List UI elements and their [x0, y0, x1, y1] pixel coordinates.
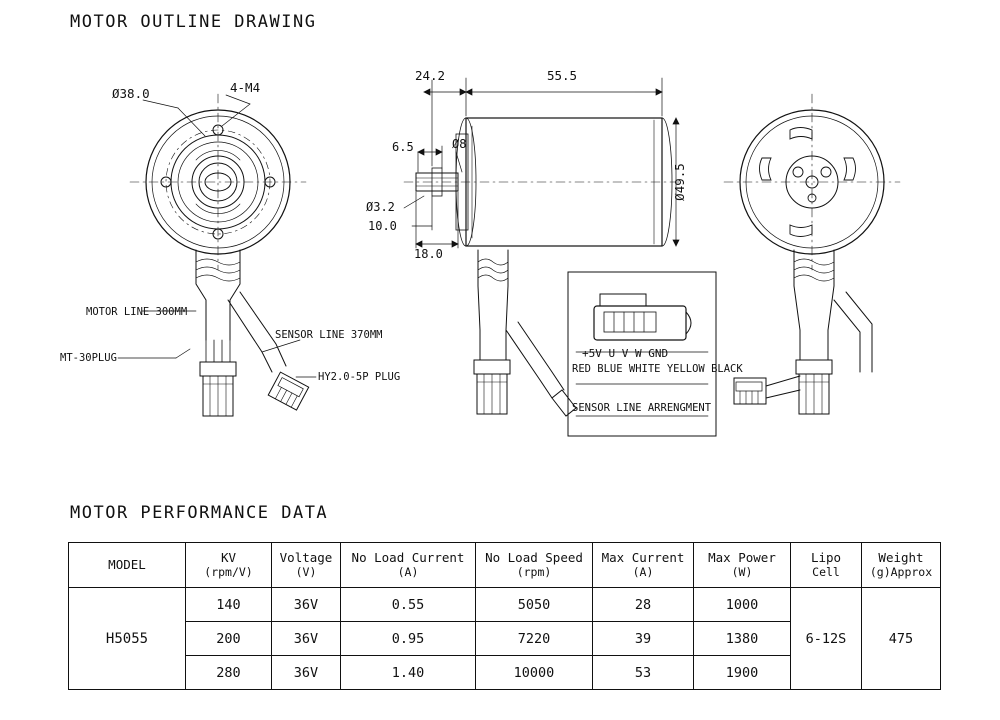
th-weight-main: Weight [878, 550, 924, 566]
dim-10: 10.0 [368, 219, 397, 233]
dim-18: 18.0 [414, 247, 443, 261]
right-view-cable [734, 250, 872, 414]
dim-body-length: 55.5 [546, 68, 578, 83]
front-view-dimensions [404, 78, 679, 248]
right-view-motor-rear [724, 94, 900, 270]
connector-pin-labels: +5V U V W GND [582, 347, 669, 360]
cell-voltage: 36V [272, 656, 341, 690]
front-view-cable [474, 250, 576, 416]
left-view-motor-face [130, 94, 306, 270]
th-voltage-sub: (V) [295, 564, 317, 579]
cell-no-load-speed: 10000 [476, 656, 593, 690]
cell-max-power: 1000 [694, 588, 791, 622]
cell-max-current: 53 [593, 656, 694, 690]
dim-flat-length: 6.5 [392, 140, 414, 154]
dim-shaft-small-diameter: Ø3.2 [366, 200, 395, 214]
th-max-current-main: Max Current [601, 550, 685, 566]
front-view-motor-side [404, 118, 680, 246]
cell-kv: 140 [186, 588, 272, 622]
cell-no-load-speed: 7220 [476, 622, 593, 656]
dim-shaft-diameter: Ø8 [452, 137, 467, 151]
cell-no-load-current: 0.55 [341, 588, 476, 622]
th-weight-sub: (g)Approx [869, 564, 933, 579]
cell-no-load-current: 1.40 [341, 656, 476, 690]
th-max-power [694, 543, 791, 588]
cell-voltage: 36V [272, 588, 341, 622]
th-model [69, 543, 186, 588]
cell-no-load-speed: 5050 [476, 588, 593, 622]
cell-weight: 475 [862, 588, 941, 690]
th-max-current [593, 543, 694, 588]
th-lipo-cell [791, 543, 862, 588]
cell-max-power: 1900 [694, 656, 791, 690]
th-no-load-current-sub: (A) [397, 564, 419, 579]
th-lipo-main: Lipo [810, 550, 842, 566]
cell-max-current: 39 [593, 622, 694, 656]
th-voltage [272, 543, 341, 588]
th-voltage-main: Voltage [279, 550, 333, 566]
page-title-outline-drawing: MOTOR OUTLINE DRAWING [70, 12, 317, 32]
th-kv-sub: (rpm/V) [204, 564, 253, 579]
th-max-power-sub: (W) [731, 564, 753, 579]
th-model-main: MODEL [108, 556, 146, 572]
th-no-load-speed [476, 543, 593, 588]
th-max-power-main: Max Power [708, 550, 776, 566]
label-4-m4: 4-M4 [230, 80, 261, 95]
dim-outer-diameter: Ø49.5 [672, 163, 687, 201]
connector-caption: SENSOR LINE ARRENGMENT [572, 402, 712, 414]
cell-kv: 200 [186, 622, 272, 656]
cell-no-load-current: 0.95 [341, 622, 476, 656]
th-kv-main: KV [220, 550, 237, 566]
th-no-load-speed-sub: (rpm) [516, 564, 552, 579]
label-hy-plug: HY2.0-5P PLUG [318, 371, 401, 383]
table-header-row [69, 543, 941, 588]
table-row [69, 588, 941, 622]
left-view-dimensions [143, 95, 250, 136]
label-motor-line: MOTOR LINE 300MM [86, 306, 188, 318]
connector-wire-colors: RED BLUE WHITE YELLOW BLACK [572, 363, 743, 375]
th-max-current-sub: (A) [632, 564, 654, 579]
th-no-load-speed-main: No Load Speed [485, 550, 583, 566]
cell-kv: 280 [186, 656, 272, 690]
dim-shaft-length: 24.2 [414, 68, 446, 83]
cell-voltage: 36V [272, 622, 341, 656]
dim-bolt-circle-label: Ø38.0 [112, 86, 150, 101]
label-mt30-plug: MT-30PLUG [60, 352, 117, 364]
th-kv [186, 543, 272, 588]
page-title-performance-data: MOTOR PERFORMANCE DATA [70, 503, 329, 523]
th-weight [862, 543, 941, 588]
label-sensor-line: SENSOR LINE 370MM [275, 329, 383, 341]
th-lipo-sub: Cell [812, 564, 840, 579]
th-no-load-current [341, 543, 476, 588]
cell-max-power: 1380 [694, 622, 791, 656]
cell-model: H5055 [69, 588, 186, 690]
th-no-load-current-main: No Load Current [351, 550, 465, 566]
motor-performance-table [68, 542, 941, 690]
cell-lipo-cell: 6-12S [791, 588, 862, 690]
cell-max-current: 28 [593, 588, 694, 622]
